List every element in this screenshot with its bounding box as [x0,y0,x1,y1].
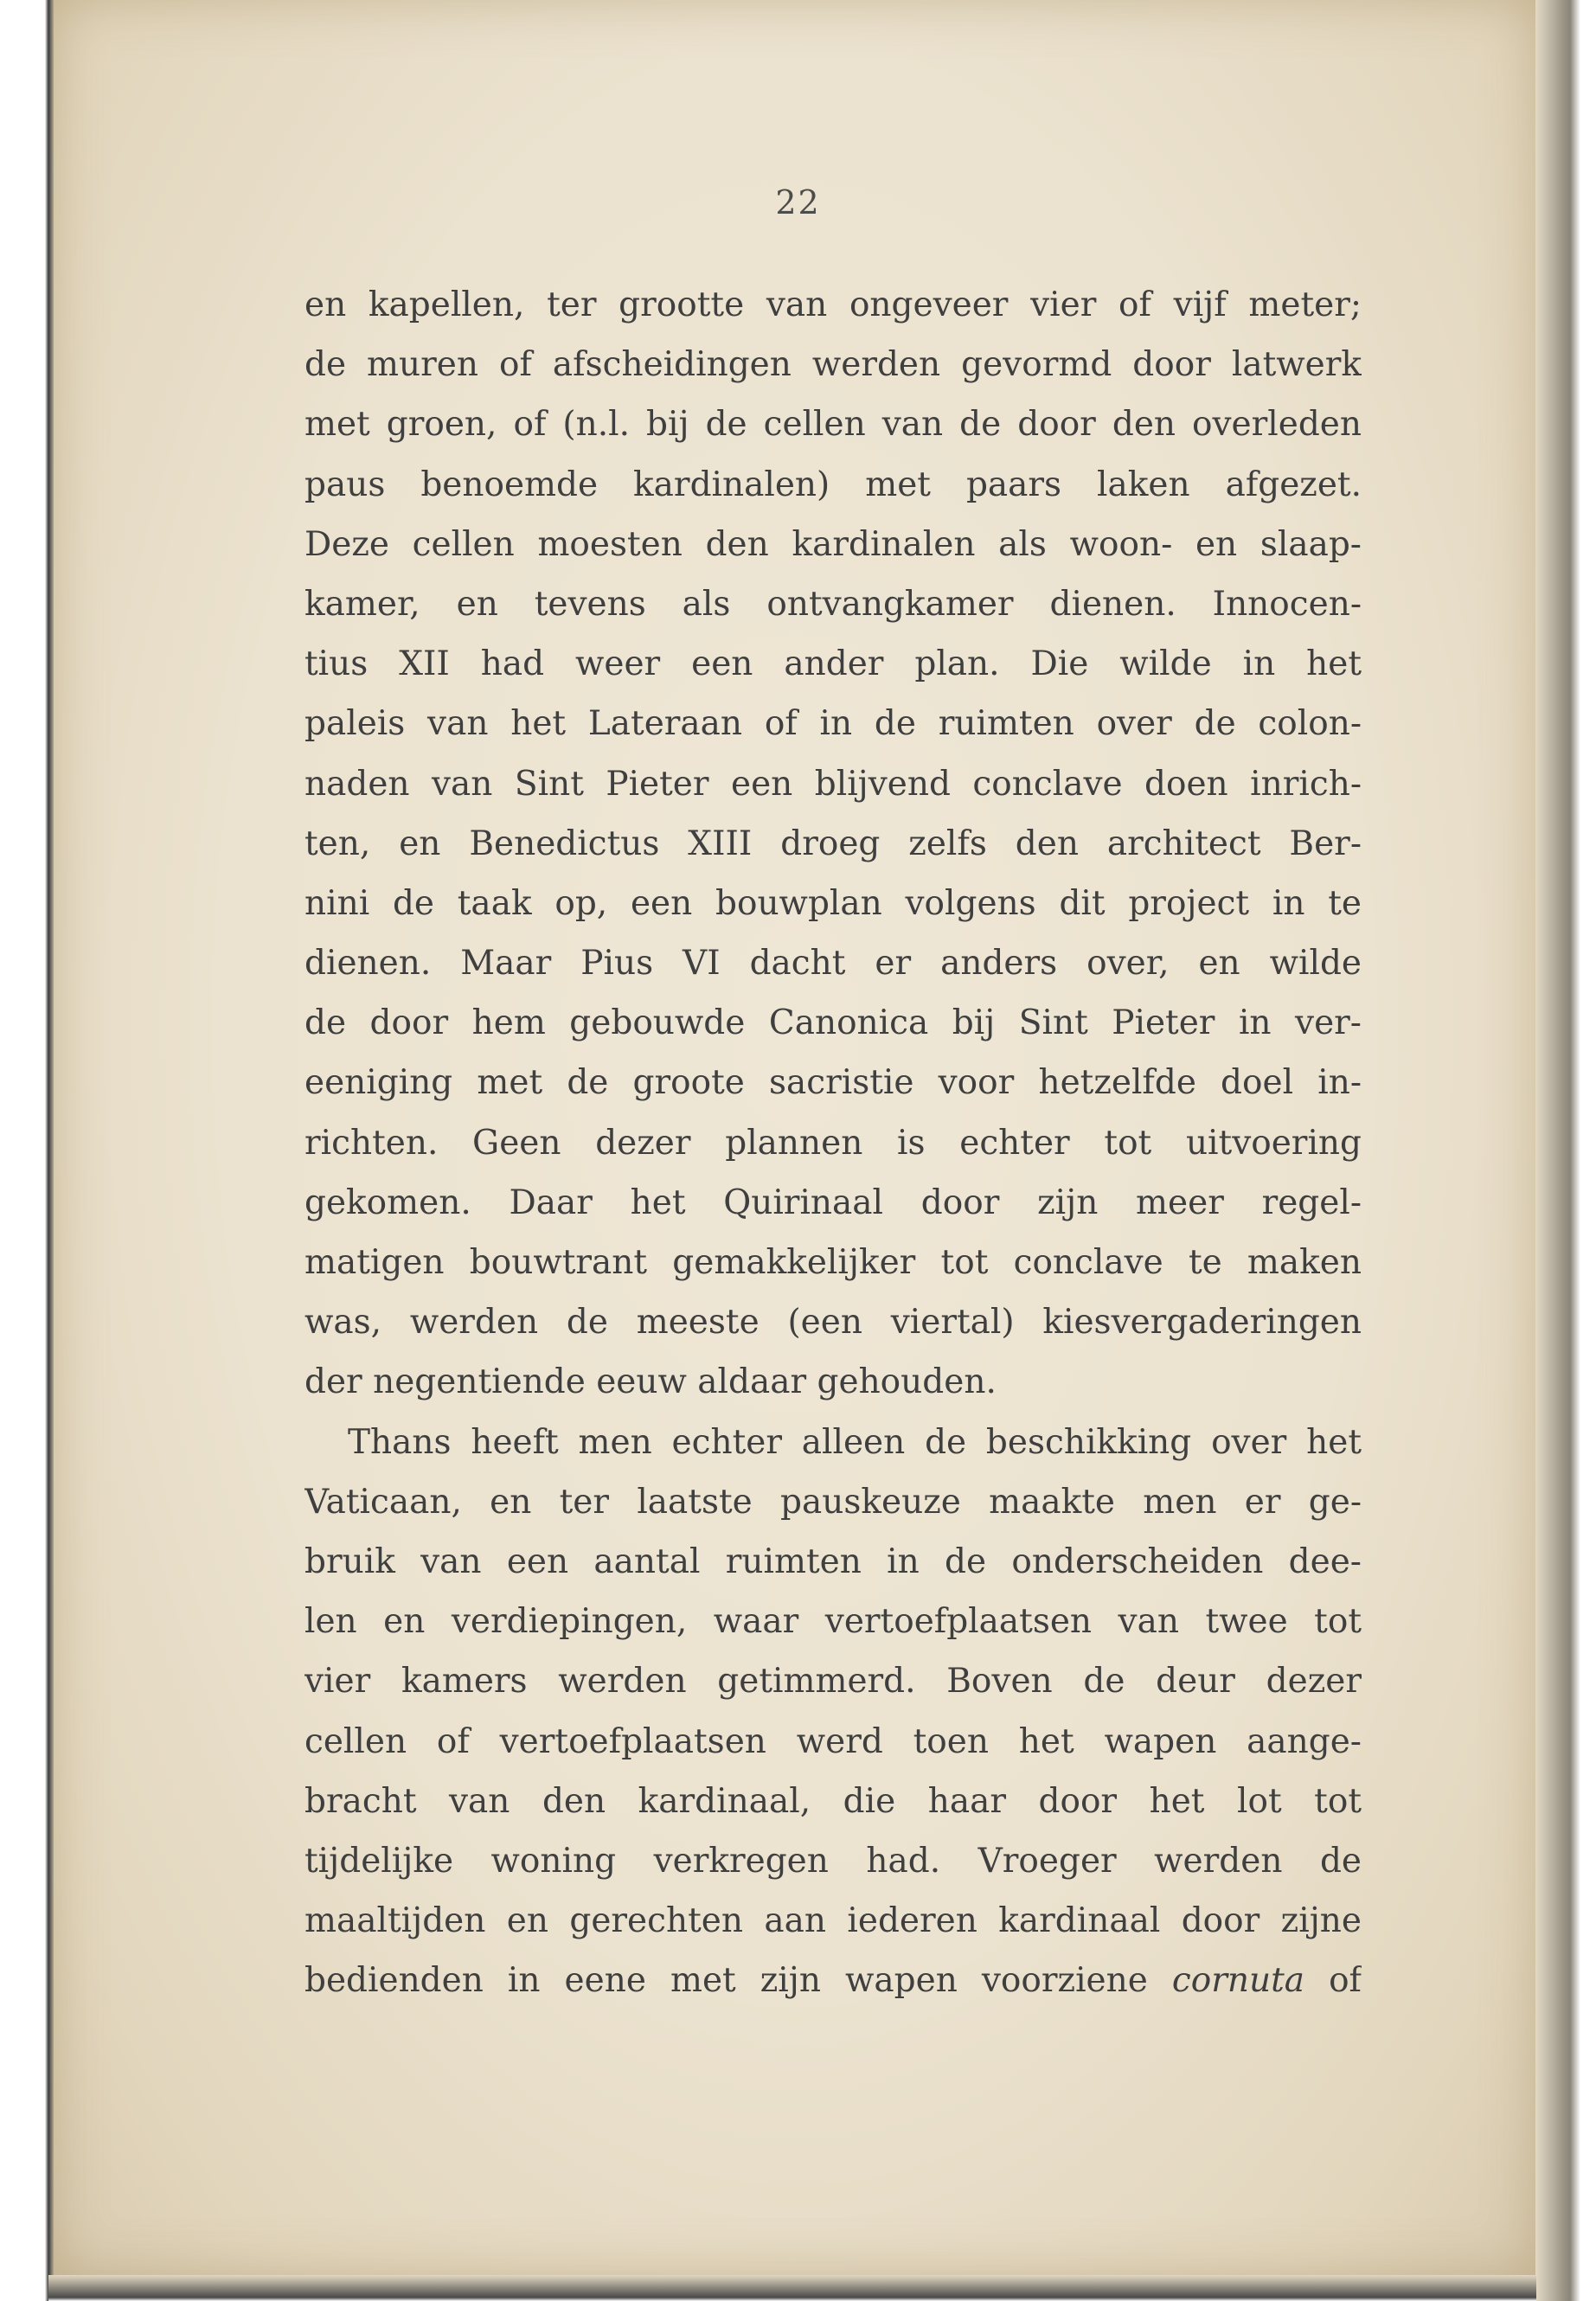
text-line: bruik van een aantal ruimten in de onderscheiden dee- [304,1541,1362,1581]
scan-border-right [1535,0,1596,2301]
text-line: cellen of vertoefplaatsen werd toen het wapen aange- [304,1721,1362,1761]
italic-term: cornuta [1171,1961,1305,2001]
scan-border-left [0,0,54,2301]
text-line: Thans heeft men echter alleen de beschikking over het [348,1422,1362,1462]
text-line: paus benoemde kardinalen) met paars laken afgezet. [304,465,1362,504]
text-segment: of [1329,1961,1362,2001]
text-line: met groen, of (n.l. bij de cellen van de door den overleden [304,405,1362,445]
text-line: gekomen. Daar het Quirinaal door zijn meer regel- [304,1183,1362,1222]
text-line: Vaticaan, en ter laatste pauskeuze maakte men er ge- [304,1482,1362,1522]
text-line: eeniging met de groote sacristie voor hetzelfde doel in- [304,1063,1362,1103]
text-line: ten, en Benedictus XIII droeg zelfs den architect Ber- [304,824,1362,863]
page-number: 22 [775,183,821,221]
text-line: richten. Geen dezer plannen is echter tot uitvoering [304,1123,1362,1163]
text-line: tijdelijke woning verkregen had. Vroeger werden de [304,1841,1362,1881]
text-line: naden van Sint Pieter een blijvend conclave doen inrich- [304,764,1362,804]
text-line: der negentiende eeuw aldaar gehouden. [304,1362,997,1402]
text-line: Deze cellen moesten den kardinalen als woon- en slaap- [304,524,1362,564]
text-line: maaltijden en gerechten aan iederen kardinaal door zijne [304,1901,1362,1941]
text-line: tius XII had weer een ander plan. Die wilde in het [304,644,1362,684]
text-line: nini de taak op, een bouwplan volgens dit project in te [304,883,1362,923]
text-line: bracht van den kardinaal, die haar door het lot tot [304,1781,1362,1821]
text-line: de muren of afscheidingen werden gevormd door latwerk [304,345,1362,385]
text-line: was, werden de meeste (een viertal) kiesvergaderingen [304,1303,1362,1343]
scan-border-bottom [48,2275,1536,2301]
text-segment: bedienden in eene met zijn wapen voorziene [304,1961,1148,2001]
text-line: de door hem gebouwde Canonica bij Sint Pieter in ver- [304,1003,1362,1043]
text-line: vier kamers werden getimmerd. Boven de deur dezer [304,1662,1362,1702]
text-line: paleis van het Lateraan of in de ruimten over de colon- [304,704,1362,744]
body-text [304,275,1362,2010]
text-line: len en verdiepingen, waar vertoefplaatsen van twee tot [304,1602,1362,1642]
text-line: dienen. Maar Pius VI dacht er anders over, en wilde [304,944,1362,984]
text-line-final [304,1951,1362,2010]
text-line: kamer, en tevens als ontvangkamer dienen. Innocen- [304,584,1362,624]
text-line: en kapellen, ter grootte van ongeveer vier of vijf meter; [304,285,1362,324]
text-line: matigen bouwtrant gemakkelijker tot conclave te maken [304,1243,1362,1282]
